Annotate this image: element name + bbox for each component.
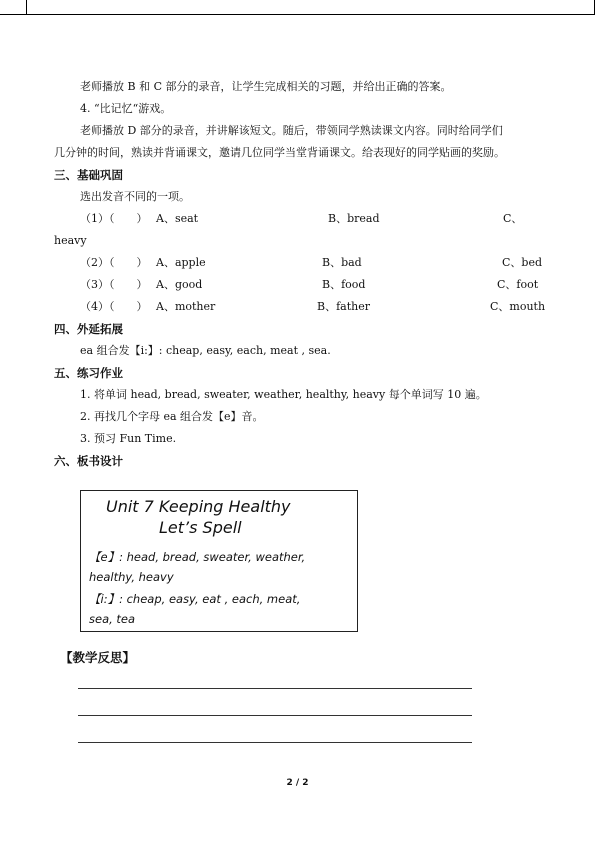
- option-c-wrap: heavy: [54, 234, 87, 247]
- option-b: B、father: [317, 300, 370, 313]
- option-a: A、mother: [156, 300, 216, 313]
- paragraph-d-audio-line1: 老师播放 D 部分的录音，并讲解该短文。随后，带领同学熟读课文内容。同时给同学们: [80, 124, 503, 137]
- question-number: （4）（ ）: [80, 300, 148, 313]
- blackboard-design: [80, 490, 358, 632]
- section6-heading: 六、板书设计: [54, 454, 123, 468]
- board-title-lesson: Let’s Spell: [159, 518, 242, 537]
- section3-heading: 三、基础巩固: [54, 168, 123, 182]
- homework-item-1: 1. 将单词 head, bread, sweater, weather, healthy, heavy 每个单词写 10 遍。: [80, 388, 487, 401]
- paragraph-bc-audio: 老师播放 B 和 C 部分的录音，让学生完成相关的习题，并给出正确的答案。: [80, 80, 452, 93]
- option-a: A、apple: [156, 256, 206, 269]
- reflection-heading: 【教学反思】: [60, 650, 136, 665]
- header-rule: [0, 0, 595, 15]
- question-number: （2）（ ）: [80, 256, 148, 269]
- header-corner-left: [26, 0, 27, 14]
- option-c: C、foot: [497, 278, 539, 291]
- page-number: 2 / 2: [286, 778, 309, 788]
- homework-item-2: 2. 再找几个字母 ea 组合发【e】音。: [80, 410, 264, 423]
- option-b: B、food: [322, 278, 366, 291]
- section5-heading: 五、练习作业: [54, 366, 123, 380]
- option-c: C、: [503, 212, 523, 225]
- section4-heading: 四、外延拓展: [54, 322, 123, 336]
- homework-item-3: 3. 预习 Fun Time.: [80, 432, 177, 445]
- option-c: C、mouth: [490, 300, 546, 313]
- paragraph-memory-game: 4. “比记忆“游戏。: [80, 102, 172, 115]
- paragraph-d-audio-line2: 几分钟的时间，熟读并背诵课文，邀请几位同学当堂背诵课文。给表现好的同学贴画的奖励。: [54, 146, 505, 159]
- option-a: A、good: [156, 278, 203, 291]
- reflection-line-1: [78, 688, 472, 689]
- board-row-e-2: healthy, heavy: [89, 570, 174, 584]
- reflection-line-2: [78, 715, 472, 716]
- section3-instruction: 选出发音不同的一项。: [80, 190, 190, 203]
- section4-text: ea 组合发【i:】: cheap, easy, each, meat , sea.: [80, 344, 331, 357]
- question-number: （3）（ ）: [80, 278, 148, 291]
- reflection-line-3: [78, 742, 472, 743]
- option-c: C、bed: [502, 256, 543, 269]
- board-row-e-1: 【e】: head, bread, sweater, weather,: [89, 550, 306, 564]
- question-number: （1）（ ）: [80, 212, 148, 225]
- board-title-unit: Unit 7 Keeping Healthy: [106, 497, 291, 516]
- board-row-i-2: sea, tea: [89, 612, 136, 626]
- option-b: B、bad: [322, 256, 362, 269]
- option-b: B、bread: [328, 212, 380, 225]
- option-a: A、seat: [156, 212, 199, 225]
- board-row-i-1: 【i:】: cheap, easy, eat , each, meat,: [89, 592, 301, 606]
